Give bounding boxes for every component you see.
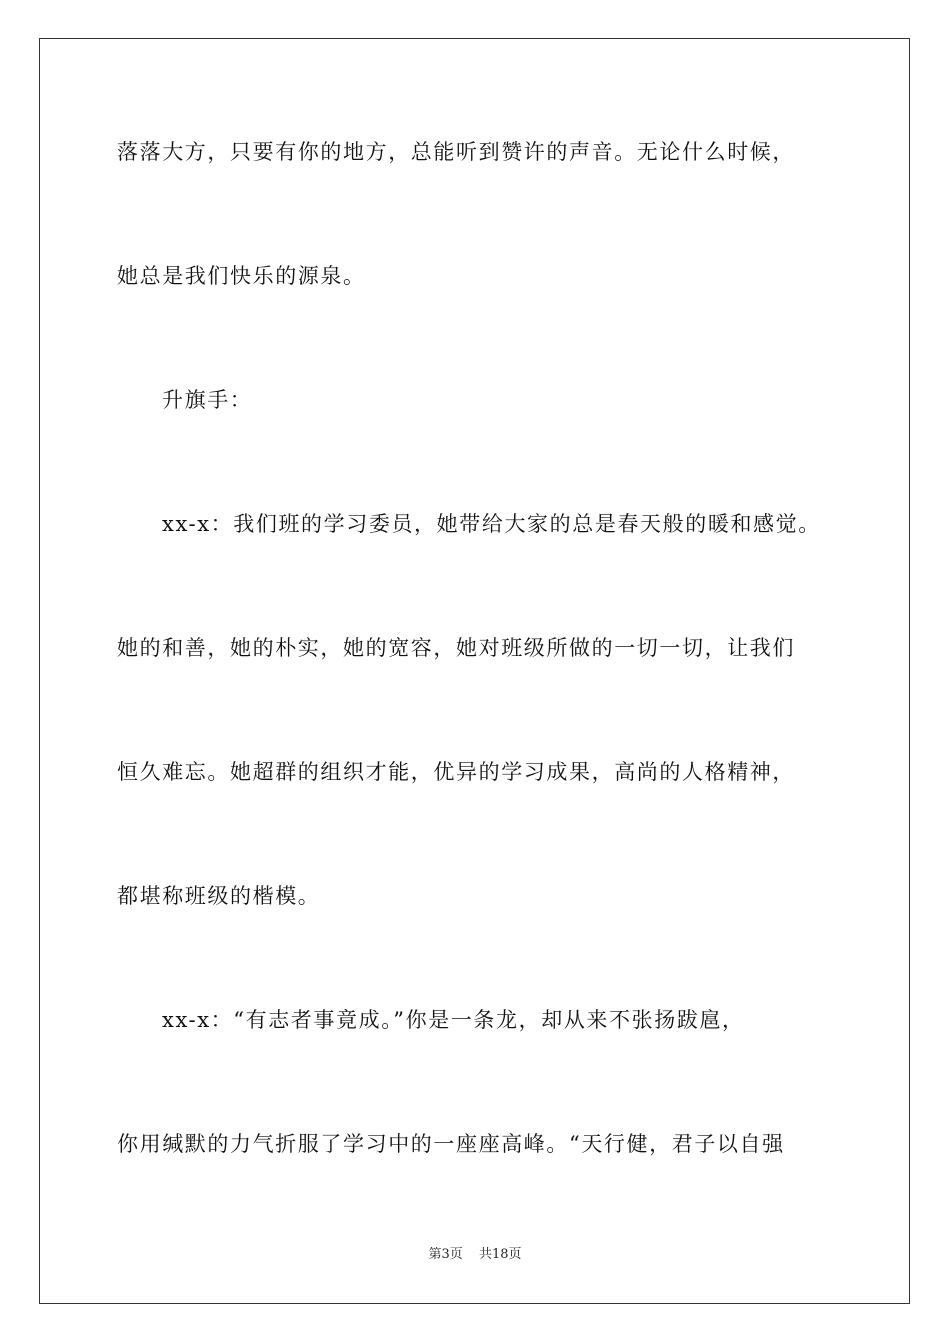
text-line-2: 她总是我们快乐的源泉。 bbox=[117, 264, 366, 288]
text-line-1: 落落大方，只要有你的地方，总能听到赞许的声音。无论什么时候， bbox=[117, 140, 795, 164]
page-number: 第3页 bbox=[428, 1247, 463, 1262]
text-line-7: 都堪称班级的楷模。 bbox=[117, 884, 321, 908]
section-heading: 升旗手： bbox=[162, 388, 253, 412]
text-line-5: 她的和善，她的朴实，她的宽容，她对班级所做的一切一切，让我们 bbox=[117, 636, 795, 660]
text-line-4: xx-x：我们班的学习委员，她带给大家的总是春天般的暖和感觉。 bbox=[162, 512, 821, 536]
page-footer bbox=[0, 1246, 950, 1264]
total-pages: 共18页 bbox=[478, 1247, 522, 1262]
text-line-8: xx-x：“有志者事竟成。”你是一条龙，却从来不张扬跋扈， bbox=[162, 1008, 745, 1032]
page-frame bbox=[39, 38, 910, 1304]
text-line-9: 你用缄默的力气折服了学习中的一座座高峰。“天行健，君子以自强 bbox=[117, 1132, 785, 1156]
text-line-6: 恒久难忘。她超群的组织才能，优异的学习成果，高尚的人格精神， bbox=[117, 760, 795, 784]
